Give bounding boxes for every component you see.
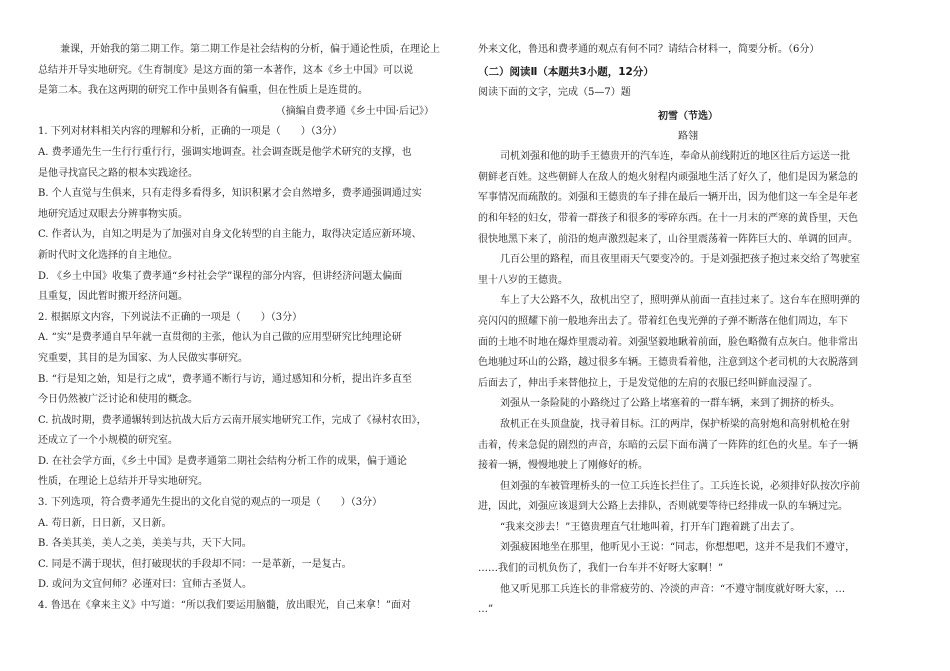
story-paragraph-line: ……我们的司机负伤了，我们一台车并不好呀大家啊！” <box>478 563 724 575</box>
intro-line: 兼课，开始我的第二期工作。第二期工作是社会结构的分析，偏于通论性质，在理论上 <box>60 44 440 55</box>
story-author: 路翎 <box>678 131 698 143</box>
q2-option-b: B. “行是知之始，知是行之成”，费孝通不断行与访，通过感知和分析，提出许多直至 <box>38 373 412 385</box>
intro-line: 总结并开导实地研究。《生育制度》是这方面的第一本著作，这本《乡土中国》可以说 <box>38 64 413 76</box>
q3-option-b: B. 各美其美，美人之美，美美与共，天下大同。 <box>38 538 252 550</box>
story-paragraph-line: 里十八岁的王德贵。 <box>478 274 568 286</box>
right-column <box>478 40 898 621</box>
q3-option-d: D. 或问为文宜何师？必谨对曰：宜师古圣贤人。 <box>38 579 253 591</box>
left-column <box>38 40 448 617</box>
q1-option-a-cont: 是他寻找富民之路的根本实践途径。 <box>38 167 198 179</box>
question-1-stem: 1. 下列对材料相关内容的理解和分析，正确的一项是（ ）（3分） <box>38 126 343 138</box>
story-paragraph-line: 的和年轻的妇女，带着一群孩子和很多的零碎东西。在十一月末的严寒的黄昏里，天色 <box>478 212 858 224</box>
story-paragraph-line: 刘强从一条险陡的小路绕过了公路上堵塞着的一群车辆，来到了拥挤的桥头。 <box>500 398 840 410</box>
story-paragraph-line: 面的土地不时地在爆炸里震动着。刘强坚毅地瞅着前面，脸色略微有点灰白。他非常出 <box>478 336 858 348</box>
story-paragraph-line: 他又听见那工兵连长的非常疲劳的、冷淡的声音：“不遵守制度就好呀大家，… <box>500 583 846 595</box>
q1-option-d: D. 《乡土中国》收集了费孝通“乡村社会学”课程的部分内容，但讲经济问题太偏面 <box>38 270 403 282</box>
q3-option-c: C. 同是不满于现状，但打破现状的手段却不同：一是革新，一是复古。 <box>38 558 352 570</box>
story-paragraph-line: 击着，传来急促的剧烈的声音，东暗的云层下面布满了一阵阵的红色的火星。车子一辆 <box>478 439 858 451</box>
q1-option-c-cont: 新时代时文化选择的自主地位。 <box>38 249 178 261</box>
story-paragraph-line: 司机刘强和他的助手王德贵开的汽车连，奉命从前线附近的地区往后方运送一批 <box>500 151 850 163</box>
story-paragraph-line: 亮闪闪的照耀下前一般地奔出去了。带着红色曳光弹的子弹不断落在他们周边，车下 <box>478 315 848 327</box>
q2-option-c: C. 抗战时期，费孝通辗转到达抗战大后方云南开展实地研究工作，完成了《禄村农田》， <box>38 414 427 426</box>
q2-option-a: A. “实”是费孝通自早年就一直贯彻的主张，他认为自己做的应用型研究比纯理论研 <box>38 332 402 344</box>
story-paragraph-line: 刘强疲困地坐在那里，他听见小王说：“同志，你想想吧，这并不是我们不遵守， <box>500 542 856 554</box>
question-3-stem: 3. 下列选项，符合费孝通先生提出的文化自觉的观点的一项是（ ）（3分） <box>38 497 383 509</box>
story-paragraph-line: 军事情况而疏散的。刘强和王德贵的车子排在最后一辆开出，因为他们这一车全是年老 <box>478 192 858 204</box>
story-title: 初雪（节选） <box>658 111 718 123</box>
story-body <box>478 147 898 621</box>
q2-option-b-cont: 今日仍然被广泛讨论和使用的概念。 <box>38 394 198 406</box>
story-paragraph-line: 敌机正在头顶盘旋，找寻着目标。江的两岸，保护桥梁的高射炮和高射机枪在射 <box>500 418 850 430</box>
reading-instruction: 阅读下面的文字，完成（5—7）题 <box>478 86 631 98</box>
q2-option-d-cont: 性质，在理论上总结并开导实地研究。 <box>38 476 208 488</box>
q3-option-a: A. 苟日新，日日新，又日新。 <box>38 517 172 529</box>
question-2-stem: 2. 根据原文内容，下列说法不正确的一项是（ ）（3分） <box>38 311 303 323</box>
story-paragraph-line: 接着一辆，慢慢地驶上了刚修好的桥。 <box>478 460 648 472</box>
q1-option-c: C. 作者认为，自知之明是为了加强对自身文化转型的自主能力，取得决定适应新环境、 <box>38 229 422 241</box>
story-paragraph-line: 后面去了，伸出手来替他拉上，于是发觉他的左肩的衣服已经叫鲜血浸湿了。 <box>478 377 818 389</box>
q2-option-a-cont: 究重要，其目的是为国家、为人民做实事研究。 <box>38 352 248 364</box>
story-paragraph-line: 色地驰过环山的公路，越过很多车辆。王德贵看着他，注意到这个老司机的大衣脱落到 <box>478 357 858 369</box>
q1-option-d-cont: 且重复，因此暂时搬开经济问题。 <box>38 291 188 303</box>
story-paragraph-line: 很快地黑下来了，前沿的炮声激烈起来了，山谷里震荡着一阵阵巨大的、单调的回声。 <box>478 233 858 245</box>
q1-option-a: A. 费孝通先生一生行行重行行，强调实地调查。社会调查既是他学术研究的支撑，也 <box>38 146 412 158</box>
question-4-continued: 外来文化，鲁迅和费孝通的观点有何不同？请结合材料一，简要分析。（6分） <box>478 44 820 55</box>
story-paragraph-line: “我来交涉去！”王德贵理直气壮地叫着，打开车门跑着跳了出去了。 <box>500 521 801 533</box>
q2-option-d: D. 在社会学方面，《乡土中国》是费孝通第二期社会结构分析工作的成果，偏于通论 <box>38 455 408 467</box>
q2-option-c-cont: 还成立了一个小规模的研究室。 <box>38 435 178 447</box>
story-paragraph-line: …” <box>478 604 494 616</box>
story-paragraph-line: 朝鲜老百姓。这些朝鲜人在敌人的炮火射程内顽强地生活了好久了，他们是因为紧急的 <box>478 171 858 183</box>
intro-line: 是第二本。我在这两期的研究工作中虽则各有偏重，但在性质上是连贯的。 <box>38 85 368 97</box>
story-paragraph-line: 但刘强的车被管理桥头的一位工兵连长拦住了。工兵连长说，必须排好队按次序前 <box>500 480 860 492</box>
q1-option-b: B. 个人直觉与生俱来，只有走得多看得多，知识积累才会自然增多，费孝通强调通过实 <box>38 188 422 200</box>
story-paragraph-line: 车上了大公路不久，敌机出空了，照明弹从前面一直挂过来了。这台车在照明弹的 <box>500 295 860 307</box>
section-heading: （二）阅读Ⅱ（本题共3小题，12分） <box>478 65 654 78</box>
question-4-stem: 4. 鲁迅在《拿来主义》中写道：“所以我们要运用脑髓，放出眼光，自己来拿！”面对 <box>38 600 411 612</box>
story-paragraph-line: 进，因此，刘强应该退到大公路上去排队，否则就要等待已经排成一队的车辆过完。 <box>478 501 848 513</box>
q1-option-b-cont: 地研究适过双眼去分辨事物实质。 <box>38 208 188 220</box>
source-citation: （摘编自费孝通《乡土中国·后记》） <box>275 105 434 117</box>
story-paragraph-line: 几百公里的路程，而且夜里雨天气要变冷的。于是刘强把孩子抱过来交给了驾驶室 <box>500 254 860 266</box>
